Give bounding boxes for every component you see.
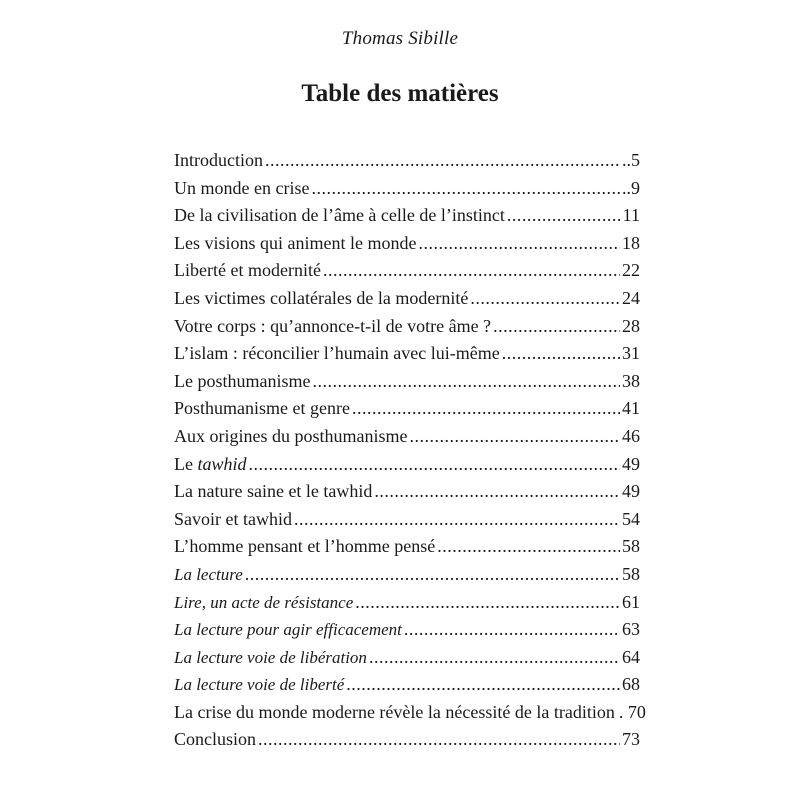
toc-entry-title bbox=[174, 671, 344, 699]
toc-entry-title bbox=[174, 506, 292, 534]
toc-entry-title-part: Conclusion bbox=[174, 729, 257, 750]
toc-entry-title bbox=[174, 340, 500, 368]
toc-dot-leader bbox=[374, 478, 620, 506]
toc-entry bbox=[174, 423, 640, 451]
toc-entry-title-part: La lecture voie de libération bbox=[174, 647, 367, 667]
toc-dot-leader bbox=[437, 533, 620, 561]
toc-entry bbox=[174, 644, 640, 672]
toc-dot-leader bbox=[418, 230, 620, 258]
toc-entry-page-number: 63 bbox=[622, 619, 640, 640]
toc-entry-title-part: Votre corps : qu’annonce-t-il de votre âme ? bbox=[174, 315, 492, 336]
toc-dot-leader bbox=[294, 506, 620, 534]
toc-entry-page-number: 18 bbox=[622, 232, 640, 253]
toc-entry bbox=[174, 699, 646, 727]
toc-entry-title-part: Savoir et tawhid bbox=[174, 508, 292, 529]
toc-entry-page-number: 31 bbox=[622, 343, 640, 364]
toc-entry-title-part: Lire, un acte de résistance bbox=[174, 592, 354, 612]
toc-entry bbox=[174, 285, 640, 313]
toc-entry bbox=[174, 368, 640, 396]
toc-dot-leader bbox=[355, 589, 620, 617]
toc-entry-page-number: 24 bbox=[622, 287, 640, 308]
toc-entry-title-part: La lecture voie de liberté bbox=[174, 675, 345, 695]
toc-dot-leader bbox=[369, 644, 620, 672]
toc-entry-title bbox=[174, 726, 256, 754]
toc-entry-title-part: Le posthumanisme bbox=[174, 370, 311, 391]
toc-entry-page-number: 22 bbox=[622, 260, 640, 281]
toc-entry-title bbox=[174, 478, 372, 506]
toc-entry-title-part: tawhid bbox=[197, 453, 247, 474]
toc-entry-title bbox=[174, 644, 367, 672]
toc-entry-title bbox=[174, 285, 468, 313]
toc-entry-page-number: 54 bbox=[622, 508, 640, 529]
page-title: Table des matières bbox=[301, 80, 499, 107]
toc-dot-leader bbox=[493, 313, 620, 341]
table-of-contents bbox=[174, 147, 646, 754]
toc-entry-title-part: Liberté et modernité bbox=[174, 260, 321, 281]
toc-dot-leader bbox=[352, 395, 620, 423]
toc-entry-title bbox=[174, 699, 615, 727]
toc-entry-page-number: 38 bbox=[622, 370, 640, 391]
toc-dot-leader bbox=[346, 671, 620, 699]
toc-entry-title bbox=[174, 368, 310, 396]
toc-entry bbox=[174, 175, 640, 203]
toc-entry-page-number: 11 bbox=[622, 205, 640, 226]
toc-entry-title bbox=[174, 175, 309, 203]
toc-entry-title-part: La lecture pour agir efficacement bbox=[174, 620, 402, 640]
toc-entry-page-number: 41 bbox=[622, 398, 640, 419]
toc-entry bbox=[174, 451, 640, 479]
toc-entry-title bbox=[174, 533, 435, 561]
running-header-author: Thomas Sibille bbox=[341, 28, 459, 49]
toc-entry-page-number: 49 bbox=[622, 453, 640, 474]
toc-dot-leader bbox=[312, 368, 620, 396]
toc-entry-page-number: 61 bbox=[622, 591, 640, 612]
toc-entry-page-number: ..9 bbox=[622, 177, 640, 198]
toc-entry-title-part: La crise du monde moderne révèle la nécessité de la tradition bbox=[174, 701, 615, 722]
toc-entry-title-part: L’islam : réconcilier l’humain avec lui-même bbox=[174, 343, 500, 364]
toc-entry bbox=[174, 202, 640, 230]
toc-dot-leader bbox=[502, 340, 620, 368]
toc-entry-title-part: Aux origines du posthumanisme bbox=[174, 425, 408, 446]
toc-entry-page-number: 58 bbox=[622, 536, 640, 557]
toc-entry bbox=[174, 340, 640, 368]
toc-entry-title bbox=[174, 616, 402, 644]
toc-dot-leader bbox=[323, 257, 620, 285]
toc-entry-title-part: Le bbox=[174, 453, 198, 474]
toc-entry-title bbox=[174, 561, 243, 589]
toc-entry bbox=[174, 230, 640, 258]
toc-entry-title-part: Posthumanisme et genre bbox=[174, 398, 350, 419]
toc-entry-title bbox=[174, 395, 350, 423]
toc-dot-leader bbox=[258, 726, 620, 754]
toc-entry bbox=[174, 533, 640, 561]
toc-entry bbox=[174, 147, 640, 175]
toc-dot-leader bbox=[507, 202, 621, 230]
toc-entry-page-number: 49 bbox=[622, 481, 640, 502]
toc-entry bbox=[174, 257, 640, 285]
toc-dot-leader bbox=[311, 175, 620, 203]
toc-entry-title bbox=[174, 257, 321, 285]
toc-entry-title bbox=[174, 589, 353, 617]
toc-entry bbox=[174, 561, 640, 589]
toc-entry bbox=[174, 478, 640, 506]
toc-entry-page-number: ..5 bbox=[622, 150, 640, 170]
toc-entry-title-part: Les victimes collatérales de la modernité bbox=[174, 287, 469, 308]
toc-dot-leader bbox=[249, 451, 621, 479]
toc-dot-leader bbox=[409, 423, 620, 451]
toc-entry-title bbox=[174, 230, 416, 258]
toc-entry-title-part: Les visions qui animent le monde bbox=[174, 232, 417, 253]
toc-entry-title-part: Introduction bbox=[174, 150, 263, 170]
toc-dot-leader bbox=[404, 616, 620, 644]
toc-entry-page-number: . 70 bbox=[618, 701, 646, 722]
toc-entry-title bbox=[174, 451, 247, 479]
toc-entry-page-number: 73 bbox=[622, 729, 640, 750]
toc-entry bbox=[174, 506, 640, 534]
toc-entry-title-part: La nature saine et le tawhid bbox=[174, 481, 373, 502]
toc-entry-title bbox=[174, 423, 407, 451]
toc-entry-page-number: 58 bbox=[622, 563, 640, 584]
toc-entry bbox=[174, 671, 640, 699]
toc-entry-title bbox=[174, 147, 263, 175]
toc-entry bbox=[174, 616, 640, 644]
toc-entry-title-part: De la civilisation de l’âme à celle de l’instinct bbox=[174, 205, 505, 226]
toc-entry-title-part: Un monde en crise bbox=[174, 177, 310, 198]
toc-entry-page-number: 68 bbox=[622, 674, 640, 695]
toc-entry bbox=[174, 395, 640, 423]
toc-dot-leader bbox=[470, 285, 620, 313]
toc-entry-title-part: L’homme pensant et l’homme pensé bbox=[174, 536, 436, 557]
toc-entry-title-part: La lecture bbox=[174, 564, 243, 584]
toc-entry bbox=[174, 726, 640, 754]
toc-entry-page-number: 46 bbox=[622, 425, 640, 446]
toc-entry-title bbox=[174, 313, 491, 341]
toc-entry-page-number: 28 bbox=[622, 315, 640, 336]
toc-dot-leader bbox=[245, 561, 620, 589]
toc-entry bbox=[174, 589, 640, 617]
toc-dot-leader bbox=[265, 147, 620, 175]
toc-entry-title bbox=[174, 202, 505, 230]
toc-entry bbox=[174, 313, 640, 341]
toc-entry-page-number: 64 bbox=[622, 646, 640, 667]
